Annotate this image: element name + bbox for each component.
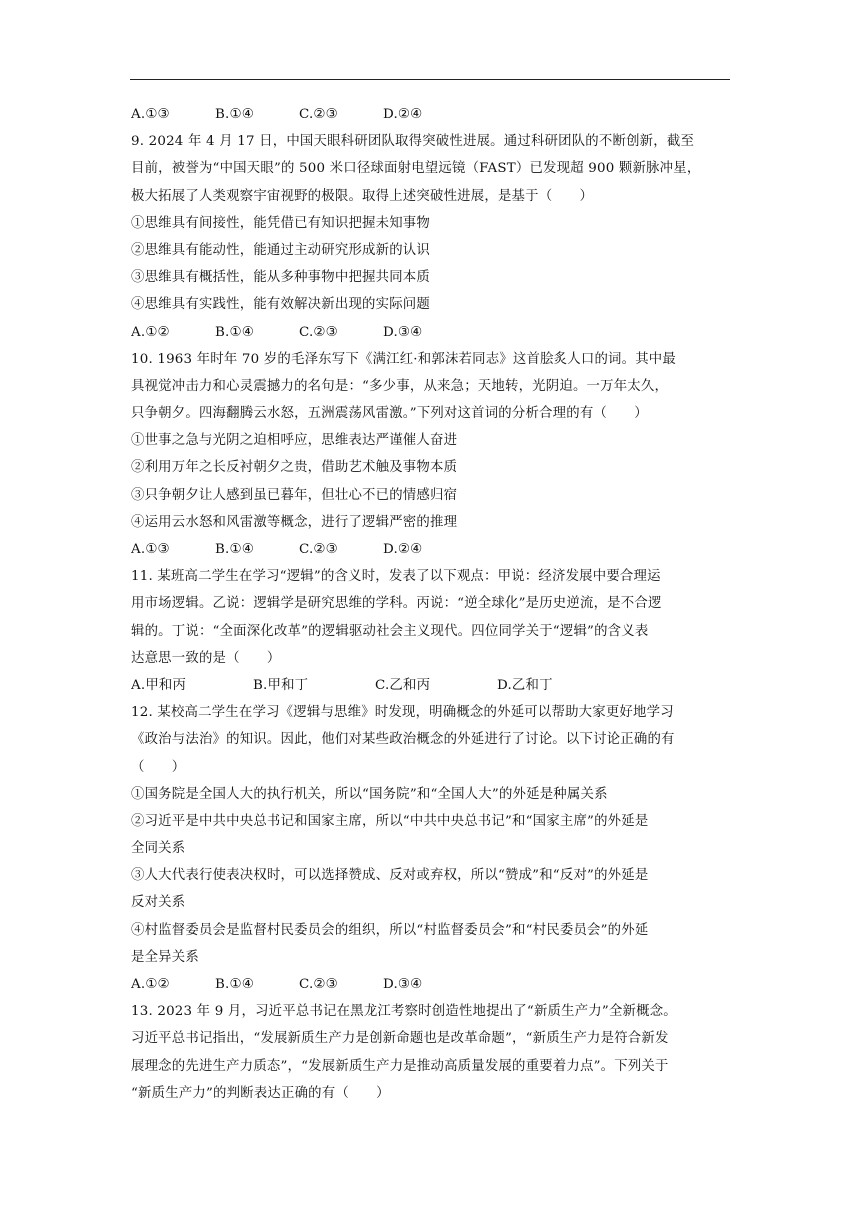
option: B.①④ [215,324,254,340]
question-text: “新质生产力”的判断表达正确的有（ ） [131,1085,390,1101]
statement-item: ②习近平是中共中央总书记和国家主席，所以“中共中央总书记”和“国家主席”的外延是 [131,813,649,829]
question-text: 只争朝夕。四海翻腾云水怒，五洲震荡风雷激。”下列对这首词的分析合理的有（ ） [131,406,648,422]
option: A.甲和丙 [131,677,187,693]
question-text: 达意思一致的是（ ） [131,650,281,666]
option: A.①② [131,977,170,992]
question-text: 具视觉冲击力和心灵震撼力的名句是：“多少事，从来急；天地转，光阴迫。一万年太久， [131,378,669,394]
statement-item: ②利用万年之长反衬朝夕之贵，借助艺术触及事物本质 [131,460,458,476]
option: C.②③ [299,977,338,992]
option: D.③④ [383,977,423,992]
option: D.②④ [383,542,423,557]
statement-item: ①国务院是全国人大的执行机关，所以“国务院”和“全国人大”的外延是种属关系 [131,786,608,802]
question-text: 《政治与法治》的知识。因此，他们对某些政治概念的外延进行了讨论。以下讨论正确的有 [131,732,675,748]
option: B.甲和丁 [253,677,309,693]
option: D.乙和丁 [497,677,553,693]
question-text: 习近平总书记指出，“发展新质生产力是创新命题也是改革命题”，“新质生产力是符合新发 [131,1031,669,1047]
question-content [131,101,731,1107]
question-text: 目前，被誉为“中国天眼”的 500 米口径球面射电望远镜（FAST）已发现超 900 颗新脉冲星， [131,161,701,177]
q9-options [131,319,731,346]
header-rule [130,79,730,80]
q10-options [131,536,731,563]
question-text: （ ） [131,759,186,775]
statement-item: 是全异关系 [131,949,199,965]
statement-item: ④运用云水怒和风雷激等概念，进行了逻辑严密的推理 [131,514,458,530]
option: C.乙和丙 [375,677,431,693]
option: B.①④ [215,542,254,557]
option: C.②③ [299,324,338,340]
option: A.①③ [131,542,170,557]
statement-item: ③只争朝夕让人感到虽已暮年，但壮心不已的情感归宿 [131,487,458,503]
q11-options [131,672,731,699]
statement-item: 反对关系 [131,895,186,911]
option: A.①③ [131,107,170,122]
option: C.②③ [299,107,338,122]
option: B.①④ [215,107,254,122]
question-text: 12. 某校高二学生在学习《逻辑与思维》时发现，明确概念的外延可以帮助大家更好地学习 [131,705,674,721]
q8-options [131,101,731,128]
statement-item: ①世事之急与光阴之迫相呼应，思维表达严谨催人奋进 [131,433,458,449]
statement-item: ③思维具有概括性，能从多种事物中把握共同本质 [131,270,430,286]
question-text: 用市场逻辑。乙说：逻辑学是研究思维的学科。丙说：“逆全球化”是历史逆流，是不合逻 [131,596,662,612]
statement-item: ①思维具有间接性，能凭借已有知识把握未知事物 [131,215,430,231]
q12-options [131,971,731,998]
question-text: 11. 某班高二学生在学习“逻辑”的含义时，发表了以下观点：甲说：经济发展中要合理运 [131,569,661,585]
question-text: 13. 2023 年 9 月，习近平总书记在黑龙江考察时创造性地提出了“新质生产力”全新概念。 [131,1004,677,1020]
option: D.②④ [383,107,423,122]
question-text: 9. 2024 年 4 月 17 日，中国天眼科研团队取得突破性进展。通过科研团队的不断创新，截至 [131,134,695,150]
option: D.③④ [383,324,423,340]
question-text: 辑的。丁说：“全面深化改革”的逻辑驱动社会主义现代。四位同学关于“逻辑”的含义表 [131,623,649,639]
statement-item: ④思维具有实践性，能有效解决新出现的实际问题 [131,297,430,313]
statement-item: ④村监督委员会是监督村民委员会的组织，所以“村监督委员会”和“村民委员会”的外延 [131,922,649,938]
statement-item: ③人大代表行使表决权时，可以选择赞成、反对或弃权，所以“赞成”和“反对”的外延是 [131,868,649,884]
statement-item: 全同关系 [131,841,186,857]
option: B.①④ [215,977,254,992]
question-text: 极大拓展了人类观察宇宙视野的极限。取得上述突破性进展，是基于（ ） [131,188,594,204]
option: C.②③ [299,542,338,557]
question-text: 展理念的先进生产力质态”，“发展新质生产力是推动高质量发展的重要着力点”。下列关于 [131,1058,669,1074]
question-text: 10. 1963 年时年 70 岁的毛泽东写下《满江红·和郭沫若同志》这首脍炙人口的词。其中最 [131,351,676,367]
option: A.①② [131,324,170,340]
statement-item: ②思维具有能动性，能通过主动研究形成新的认识 [131,242,430,258]
